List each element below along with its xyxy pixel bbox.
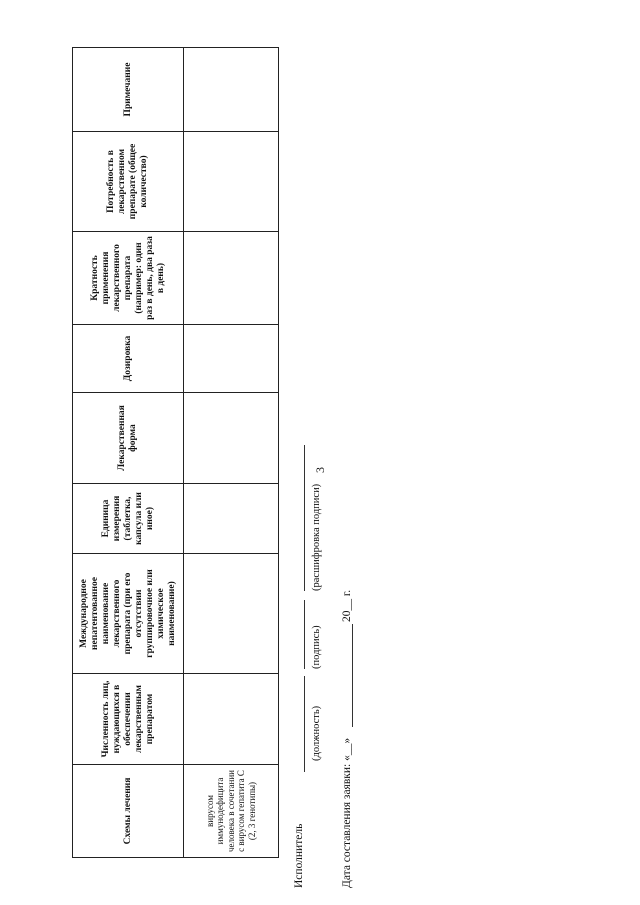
drug-request-table	[72, 47, 279, 858]
date-label: Дата составления заявки: «	[341, 755, 353, 888]
cell-note	[184, 48, 279, 132]
header-dosage-form: Лекарственная форма	[73, 393, 184, 484]
signature-caption: (подпись)	[311, 625, 322, 669]
table-row	[184, 48, 279, 858]
decoding-line	[304, 445, 305, 591]
page-number: 3	[313, 467, 327, 473]
header-dosage: Дозировка	[73, 325, 184, 393]
cell-frequency	[184, 232, 279, 325]
position-line	[304, 676, 305, 772]
date-line	[340, 738, 354, 888]
cell-unit	[184, 484, 279, 554]
executor-label: Исполнитель	[293, 823, 305, 888]
date-year-suffix: __	[341, 599, 353, 611]
position-caption: (должность)	[311, 705, 322, 761]
header-inn-name: Международное непатентованное наименование лекарственного препарата (при его отсутствии группировочное или химическое наименование)	[73, 554, 184, 674]
cell-demand	[184, 132, 279, 232]
cell-dosage	[184, 325, 279, 393]
header-unit: Единица измерения (таблетка, капсула или иное)	[73, 484, 184, 554]
header-frequency: Кратность применения лекарственного препарата (например: один раз в день, два раза в день)	[73, 232, 184, 325]
decoding-caption: (расшифровка подписи)	[311, 483, 322, 591]
date-day: __	[341, 743, 353, 756]
cell-patient-count	[184, 674, 279, 765]
signature-line	[304, 600, 305, 669]
date-year	[340, 590, 354, 622]
cell-dosage-form	[184, 393, 279, 484]
cell-treatment-scheme: вирусом иммунодефицита человека в сочетании с вирусом гепатита С (2, 3 генотипы)	[184, 765, 279, 858]
date-month-line	[352, 624, 353, 727]
header-patient-count: Численность лиц, нуждающихся в обеспечении лекарственным препаратом	[73, 674, 184, 765]
date-year-unit: г.	[341, 589, 353, 597]
date-close-quote: »	[341, 737, 353, 744]
date-year-prefix: 20	[341, 610, 353, 622]
table-header-row	[73, 48, 184, 858]
header-demand: Потребность в лекарственном препарате (общее количество)	[73, 132, 184, 232]
cell-inn-name	[184, 554, 279, 674]
header-treatment-scheme: Схемы лечения	[73, 765, 184, 858]
header-note: Примечание	[73, 48, 184, 132]
